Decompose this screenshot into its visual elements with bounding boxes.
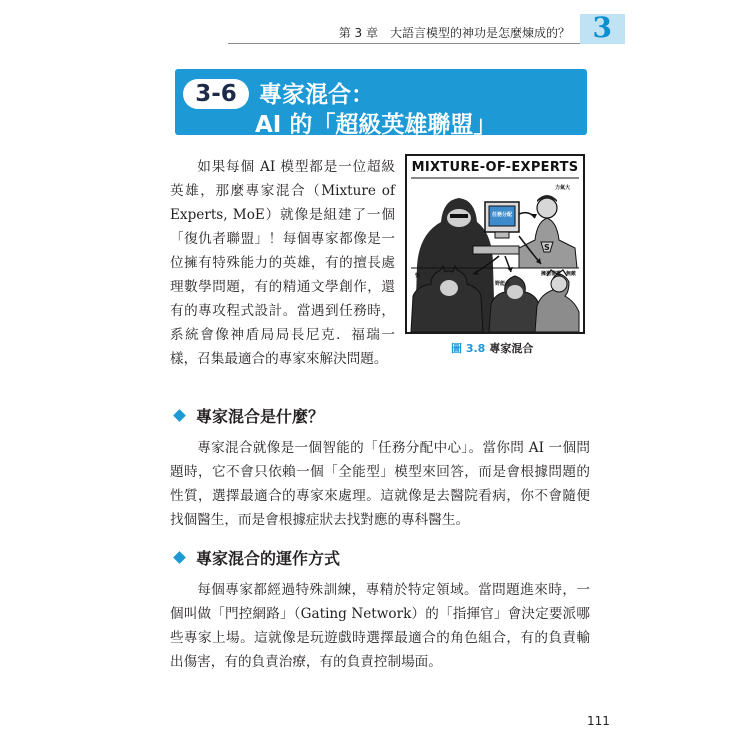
thor-label: 擁抱雷霆、無敵: [541, 271, 577, 277]
mixture-of-experts-illustration: [405, 154, 585, 334]
svg-text:S: S: [544, 243, 550, 252]
heading-how-works: [175, 546, 340, 569]
what-is-paragraph: 專家混合就像是一個智能的「任務分配中心」。當你問 AI 一個問題時，它不會只依賴一個「全能型」模型來回答，而是會根據問題的性質，選擇最適合的專家來處理。這就像是去醫院看病，你不會隨便找個醫生，而是會根據症狀去找對應的專科醫生。: [170, 440, 590, 528]
heading-what-is: [175, 404, 324, 427]
heading-what-is-text: 專家混合是什麼？: [196, 407, 325, 426]
screen-label: 任務分配: [492, 212, 513, 218]
page-number: 111: [587, 714, 610, 728]
tech-label: 野能力: [495, 281, 511, 287]
diamond-bullet-icon: [173, 551, 186, 564]
chapter-tab: [580, 11, 625, 44]
header-rule: [228, 43, 580, 44]
diamond-bullet-icon: [173, 409, 186, 422]
chapter-title: 第 3 章 大語言模型的神功是怎麼煉成的？: [338, 26, 570, 40]
section-banner: [175, 69, 587, 138]
intro-paragraph: 如果每個 AI 模型都是一位超級英雄，那麼專家混合（Mixture of Experts, MoE）就像是組建了一個「復仇者聯盟」！每個專家都像是一位擁有特殊能力的英雄，有的擅長處理數學問題，有的精通文學創作，還有的專攻程式設計。當遇到任務時，系統會像神盾局局長尼克．福瑞一樣，召集最適合的專家來解決問題。: [170, 159, 395, 367]
figure-caption-text: 專家混合: [489, 342, 534, 355]
comic-drawing: [407, 156, 583, 332]
figure-caption: [451, 340, 533, 356]
chapter-header: [228, 11, 625, 44]
figure-title: MIXTURE-OF-EXPERTS: [411, 160, 579, 175]
chapter-number: 3: [592, 11, 612, 44]
strength-label: 力氣大: [555, 185, 571, 191]
section-number: 3-6: [183, 79, 249, 109]
section-title-line1: 專家混合：: [259, 82, 374, 108]
section-title-line2: AI 的「超級英雄聯盟」: [255, 112, 497, 138]
heading-how-works-text: 專家混合的運作方式: [196, 549, 341, 568]
figure-number: 圖 3.8: [451, 342, 486, 355]
how-works-paragraph: 每個專家都經過特殊訓練，專精於特定領域。當問題進來時，一個叫做「門控網路」（Gating Network）的「指揮官」會決定要派哪些專家上場。這就像是玩遊戲時選擇最適合的角色組合，有的負責輸出傷害，有的負責治療，有的負責控制場面。: [170, 582, 590, 670]
bat-label: 快: [415, 273, 421, 279]
